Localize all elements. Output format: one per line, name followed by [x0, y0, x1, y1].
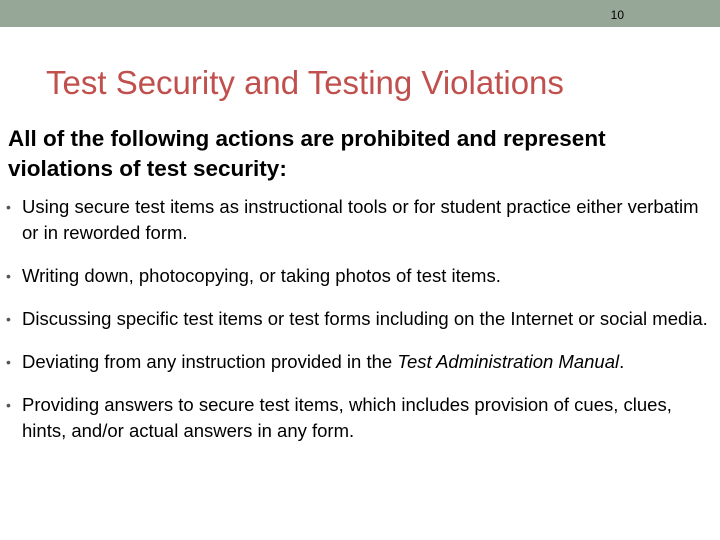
violations-list	[0, 194, 712, 444]
bullet-text: Providing answers to secure test items, which includes provision of cues, clues, hints, and/or actual answers in any form.	[22, 394, 672, 441]
bullet-text: Using secure test items as instructional tools or for student practice either verbatim or in reworded form.	[22, 196, 699, 243]
bullet-text-end: .	[619, 351, 625, 372]
bullet-icon: •	[6, 199, 11, 215]
manual-title: Test Administration Manual	[397, 351, 620, 372]
list-item	[0, 392, 712, 444]
intro-text: All of the following actions are prohibited and represent violations of test security:	[8, 126, 606, 181]
list-item	[0, 263, 712, 289]
bullet-icon: •	[6, 268, 11, 284]
page-number: 10	[610, 8, 624, 22]
list-item	[0, 194, 712, 246]
list-item	[0, 349, 712, 375]
bullet-text: Writing down, photocopying, or taking photos of test items.	[22, 265, 501, 286]
bullet-icon: •	[6, 397, 11, 413]
list-item	[0, 306, 712, 332]
bullet-icon: •	[6, 354, 11, 370]
top-bar	[0, 0, 720, 27]
bullet-icon: •	[6, 311, 11, 327]
bullet-text: Discussing specific test items or test forms including on the Internet or social media.	[22, 308, 708, 329]
slide-title: Test Security and Testing Violations	[46, 64, 564, 101]
bullet-text: Deviating from any instruction provided in the	[22, 351, 398, 372]
